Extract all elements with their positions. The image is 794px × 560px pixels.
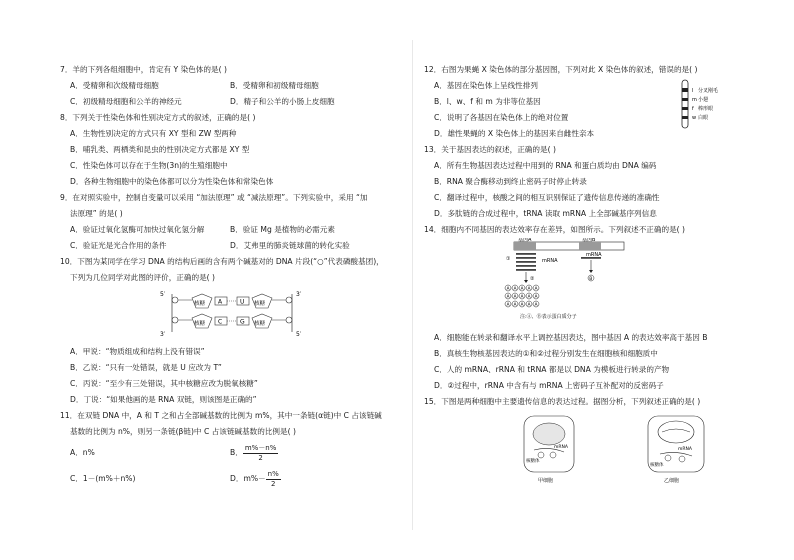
protein-a-letter: A: [513, 302, 517, 308]
question-9-option-a: A．验证过氧化氢酶可加快过氧化氢分解: [70, 225, 205, 234]
base-c: C: [218, 318, 223, 326]
trait-white-eye: 白眼: [698, 115, 709, 121]
question-11-option-c: C．1－(m%＋n%): [70, 474, 136, 483]
protein-a-letter: A: [527, 302, 531, 308]
question-13: [424, 142, 754, 222]
protein-a-letter: A: [527, 294, 531, 300]
question-14: [424, 222, 754, 394]
sugar-label: 核糖: [254, 301, 266, 307]
cell-expression-figure: [424, 410, 754, 486]
protein-a-letter: A: [520, 294, 524, 300]
question-9-option-c: C．验证光是光合作用的条件: [70, 241, 167, 250]
question-8-option-d: D．各种生物细胞中的染色体都可以分为性染色体和常染色体: [70, 177, 274, 186]
question-7-stem: 7．羊的下列各组细胞中，肯定有 Y 染色体的是( ): [60, 65, 227, 74]
gene-w-label: w: [692, 115, 697, 121]
left-column: [60, 62, 405, 492]
question-11-option-b: B． m%－n% 2: [230, 443, 277, 462]
question-12-option-a: A．基因在染色体上呈线性排列: [434, 81, 538, 90]
protein-a-letter: A: [534, 286, 538, 292]
sugar-label: 核糖: [194, 301, 206, 307]
phosphate-icon: [286, 317, 292, 323]
base-a: A: [218, 298, 223, 306]
question-14-option-b: B．真核生物核基因表达的①和②过程分别发生在细胞核和细胞质中: [434, 349, 658, 358]
gene-expression-figure: [424, 238, 754, 326]
cell-2-label: 乙细胞: [664, 478, 680, 484]
question-8: [60, 110, 405, 190]
question-14-option-a: A．细胞能在转录和翻译水平上调控基因表达，图中基因 A 的表达效率高于基因 B: [434, 333, 708, 342]
question-9: [60, 190, 405, 254]
question-11-stem-cont: 基数的比例为 n%，则另一条链(β链)中 C 占该链碱基数的比例是( ): [70, 427, 296, 436]
sugar-label: 核糖: [254, 321, 266, 327]
question-12-option-b: B．l、w、f 和 m 为非等位基因: [434, 97, 541, 106]
column-divider: [412, 40, 413, 530]
question-15: [424, 394, 754, 490]
trait-bar-eye: 棒形眼: [698, 106, 714, 112]
protein-a-letter: A: [513, 286, 517, 292]
question-10: [60, 254, 405, 408]
question-12-option-d: D．雄性果蝇的 X 染色体上的基因来自雌性亲本: [434, 129, 595, 138]
question-7-option-a: A．受精卵和次级精母细胞: [70, 81, 159, 90]
question-7-option-b: B．受精卵和初级精母细胞: [230, 81, 319, 90]
trait-small-wing: 小翅: [698, 97, 709, 103]
base-u: U: [240, 298, 245, 306]
question-10-option-a: A．甲说：“物质组成和结构上没有错误”: [70, 347, 205, 356]
question-10-stem: 10．下图为某同学在学习 DNA 的结构后画的含有两个碱基对的 DNA 片段(“○”代表磷酸基团)，: [60, 257, 384, 266]
gene-a-label: 基因A: [518, 238, 532, 243]
label-5prime-bottom: 5′: [296, 331, 302, 338]
base-g: G: [240, 318, 245, 326]
question-12-stem: 12．右图为果蝇 X 染色体的部分基因图，下列对此 X 染色体的叙述，错误的是( ): [424, 65, 698, 74]
question-10-stem-cont: 下列为几位同学对此图的评价，正确的是( ): [70, 273, 216, 282]
protein-a-letter: A: [527, 286, 531, 292]
question-8-option-a: A．生物性别决定的方式只有 XY 型和 ZW 型两种: [70, 129, 237, 138]
question-14-stem: 14．细胞内不同基因的表达效率存在差异，如图所示。下列叙述不正确的是( ): [424, 225, 685, 234]
dna-structure-figure: [60, 286, 405, 340]
label-3prime-bottom: 3′: [160, 331, 166, 338]
protein-a-letter: A: [513, 294, 517, 300]
protein-a-letter: A: [506, 302, 510, 308]
question-14-option-d: D．②过程中，rRNA 中含有与 mRNA 上密码子互补配对的反密码子: [434, 381, 664, 390]
protein-a-group: [505, 285, 539, 308]
protein-a-letter: A: [534, 294, 538, 300]
phosphate-icon: [172, 317, 178, 323]
question-11-stem: 11．在双链 DNA 中，A 和 T 之和占全部碱基数的比例为 m%，其中一条链(α链)中 C 占该链碱: [60, 411, 382, 420]
step2-label: ②: [530, 276, 535, 282]
x-chromosome-figure: [676, 76, 756, 136]
question-11: [60, 408, 405, 492]
protein-b-letter: B: [589, 276, 593, 282]
question-9-stem-cont: 法原理” 的是( ): [70, 209, 123, 218]
right-column: [424, 62, 754, 490]
cell-1-mrna-label: mRNA: [554, 445, 568, 450]
mrna-b-label: mRNA: [586, 252, 602, 258]
question-7: [60, 62, 405, 110]
mrna-a-label: mRNA: [542, 258, 558, 264]
protein-a-letter: A: [520, 302, 524, 308]
question-12: [424, 62, 754, 142]
cell-2-nucleus: [658, 421, 694, 443]
question-7-option-c: C．初级精母细胞和公羊的神经元: [70, 97, 182, 106]
protein-a-letter: A: [506, 286, 510, 292]
question-11-option-a: A．n%: [70, 448, 95, 457]
question-8-option-c: C．性染色体可以存在于生物(3n)的生殖细胞中: [70, 161, 228, 170]
question-13-option-a: A．所有生物基因表达过程中用到的 RNA 和蛋白质均由 DNA 编码: [434, 161, 657, 170]
question-8-stem: 8．下列关于性染色体和性别决定方式的叙述，正确的是( ): [60, 113, 256, 122]
question-12-option-c: C．说明了各基因在染色体上的绝对位置: [434, 113, 569, 122]
sugar-label: 核糖: [194, 321, 206, 327]
step1-label: ①: [506, 256, 511, 262]
gene-f-label: f: [692, 106, 694, 112]
question-10-option-d: D．丁说：“如果他画的是 RNA 双链，则该图是正确的”: [70, 395, 257, 404]
question-9-stem: 9．在对照实验中，控制自变量可以采用 “加法原理” 或 “减法原理”。下列实验中，采用 “加: [60, 193, 368, 202]
question-11-option-d: D．m%－ n% 2: [230, 469, 279, 488]
question-7-option-d: D．精子和公羊的小肠上皮细胞: [230, 97, 335, 106]
protein-a-letter: A: [520, 286, 524, 292]
phosphate-icon: [286, 297, 292, 303]
question-13-option-d: D．多肽链的合成过程中，tRNA 读取 mRNA 上全部碱基序列信息: [434, 209, 657, 218]
question-9-option-d: D．艾弗里的肺炎链球菌的转化实验: [230, 241, 350, 250]
cell-2-mrna-label: mRNA: [678, 447, 692, 452]
question-13-option-c: C．翻译过程中，核酸之间的相互识别保证了遗传信息传递的准确性: [434, 193, 660, 202]
question-10-option-c: C．丙说：“至少有三处错误，其中核糖应改为脱氧核糖”: [70, 379, 258, 388]
trait-forked-bristle: 分叉刚毛: [698, 88, 719, 94]
protein-a-letter: A: [506, 294, 510, 300]
label-3prime-top: 3′: [296, 291, 302, 298]
cell-1-nucleoid: [533, 423, 565, 445]
question-13-stem: 13．关于基因表达的叙述，正确的是( ): [424, 145, 556, 154]
phosphate-icon: [172, 297, 178, 303]
label-5prime-top: 5′: [160, 291, 166, 298]
figure-note: 注:Ⓐ、Ⓑ表示蛋白质分子: [520, 314, 577, 320]
question-15-stem: 15．下图是两种细胞中主要遗传信息的表达过程。据图分析，下列叙述正确的是( ): [424, 397, 701, 406]
question-8-option-b: B．哺乳类、两栖类和昆虫的性别决定方式都是 XY 型: [70, 145, 250, 154]
question-10-option-b: B．乙说：“只有一处错误，就是 U 应改为 T”: [70, 363, 222, 372]
question-13-option-b: B．RNA 聚合酶移动到终止密码子时停止转录: [434, 177, 587, 186]
cell-1-label: 甲细胞: [538, 478, 554, 484]
gene-m-label: m: [692, 97, 697, 103]
question-9-option-b: B．验证 Mg 是植物的必需元素: [230, 225, 335, 234]
cell-1-ribosome-label: 核糖体: [526, 459, 540, 464]
gene-l-label: l: [692, 88, 694, 94]
gene-b-label: 基因B: [582, 238, 596, 243]
cell-2-ribosome-label: 核糖体: [650, 463, 664, 468]
question-14-option-c: C．人的 mRNA、rRNA 和 tRNA 都是以 DNA 为模板进行转录的产物: [434, 365, 670, 374]
protein-a-letter: A: [534, 302, 538, 308]
